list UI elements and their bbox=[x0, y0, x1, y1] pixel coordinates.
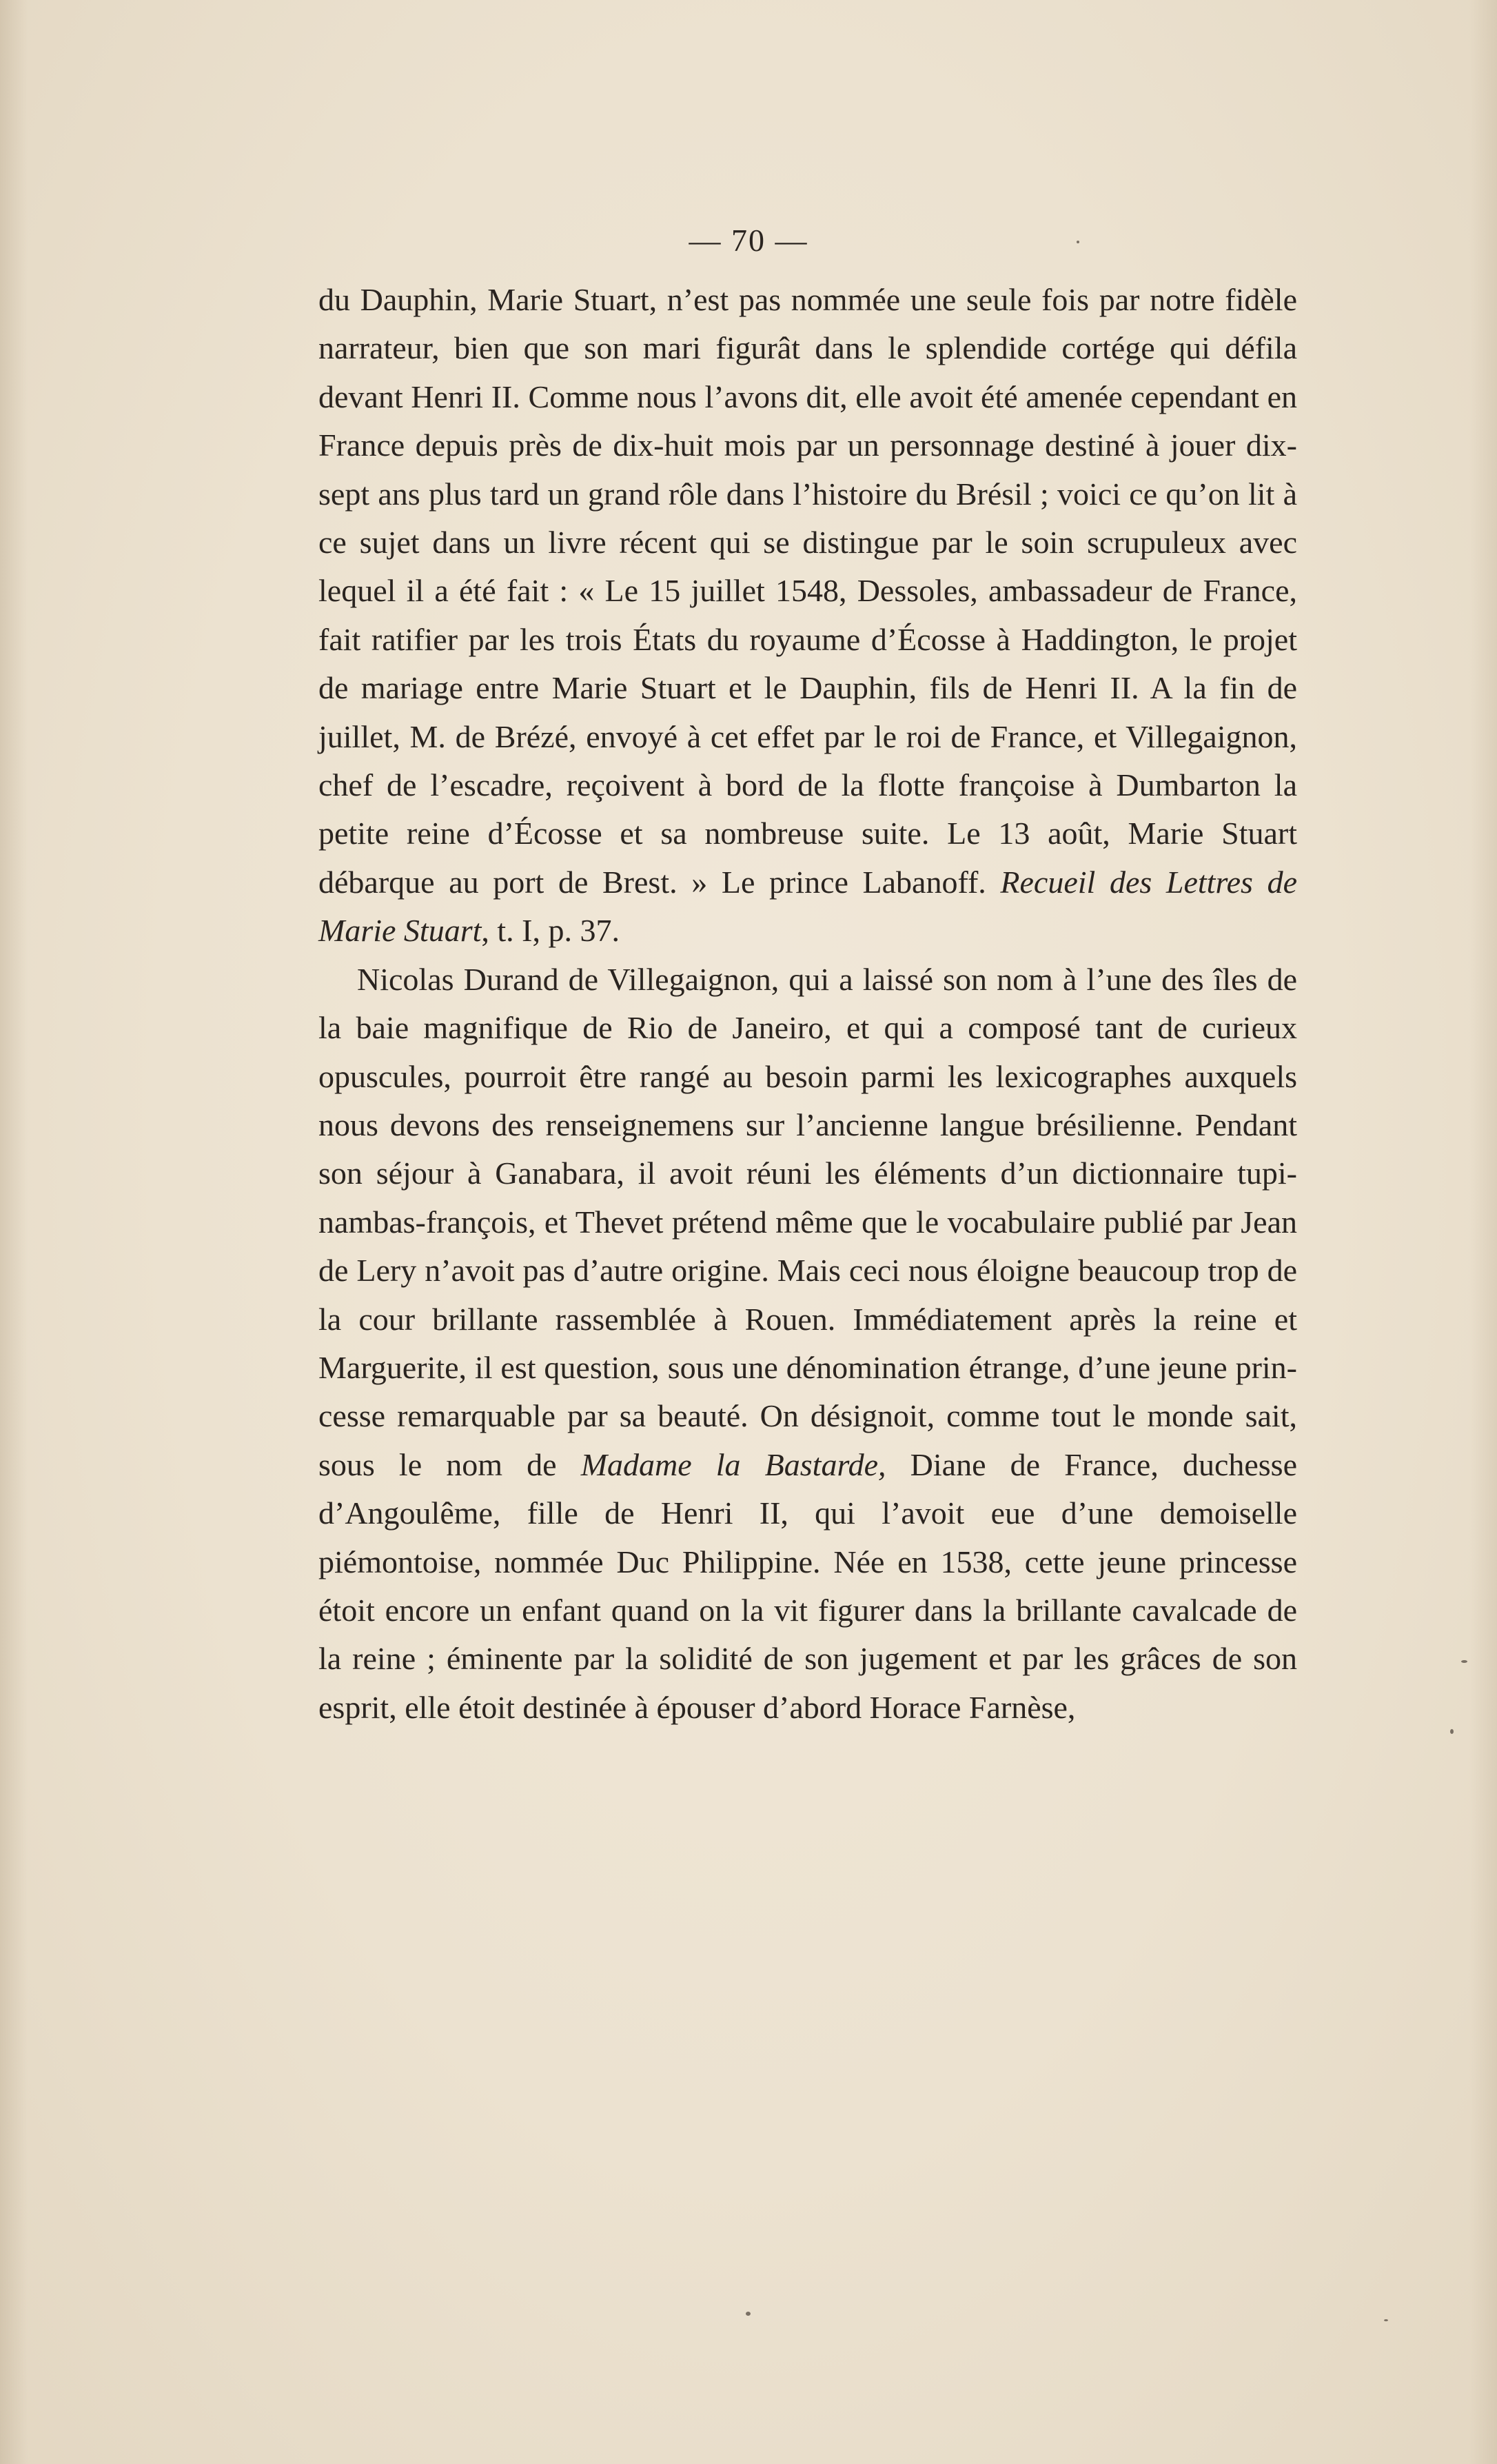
paper-speck bbox=[746, 2312, 751, 2316]
paragraph-1 bbox=[318, 276, 1297, 956]
paper-speck bbox=[1461, 1660, 1467, 1663]
paper-speck bbox=[1450, 1729, 1454, 1734]
paragraph-1-text: du Dauphin, Marie Stuart, n’est pas nommée une seule fois par notre fidèle narrateur, bien que son mari figurât dans le splendide cortége qui défila devant Henri II. Comme nous l’avons dit, elle avoit été amenée cependant en France depuis près de dix-huit mois par un personnage destiné à jouer dix-sept ans plus tard un grand rôle dans l’histoire du Brésil ; voici ce qu’on lit à ce sujet dans un livre récent qui se distingue par le soin scrupuleux avec lequel il a été fait : « Le 15 juillet 1548, Dessoles, ambassadeur de France, fait ratifier par les trois États du royaume d’Écosse à Haddington, le projet de mariage entre Marie Stuart et le Dauphin, fils de Henri II. A la fin de juillet, M. de Brézé, envoyé à cet effet par le roi de France, et Villegaignon, chef de l’escadre, reçoivent à bord de la flotte françoise à Dumbarton la petite reine d’Écosse et sa nombreuse suite. Le 13 août, Marie Stuart débarque au port de Brest. » Le prince Labanoff. bbox=[318, 282, 1297, 900]
paragraph-2 bbox=[318, 956, 1297, 1733]
page-left-shadow bbox=[0, 0, 28, 2464]
page-number: — 70 — bbox=[689, 223, 808, 258]
paragraph-2-text-start: Nicolas Durand de Villegaignon, qui a laissé son nom à l’une des îles de la baie magnifique de Rio de Janeiro, et qui a composé tant de curieux opuscules, pourroit être rangé au besoin parmi les lexicographes auxquels nous devons des renseignemens sur l’ancienne langue brésilienne. Pendant son séjour à Ganabara, il avoit réuni les éléments d’un dictionnaire tupinambas-françois, et Thevet prétend même que le vocabulaire publié par Jean de Lery n’avoit pas d’autre origine. Mais ceci nous éloigne beaucoup trop de la cour brillante rassemblée à Rouen. Immédiatement après la reine et Marguerite, il est question, sous une dénomination étrange, d’une jeune princesse remarquable par sa beauté. On désignoit, comme tout le monde sait, sous le nom de bbox=[318, 961, 1297, 1482]
italic-name: Madame la Bastarde, bbox=[580, 1446, 886, 1482]
paragraph-2-text-end: Diane de France, duchesse d’Angoulême, fille de Henri II, qui l’avoit eue d’une demoiselle piémontoise, nommée Duc Philippine. Née en 1538, cette jeune princesse étoit encore un enfant quand on la vit figurer dans la brillante cavalcade de la reine ; éminente par la solidité de son jugement et par les grâces de son esprit, elle étoit destinée à épouser d’abord Horace Farnèse, bbox=[318, 1446, 1297, 1725]
paper-speck bbox=[1384, 2319, 1388, 2321]
page-right-shadow bbox=[1469, 0, 1497, 2464]
paper-speck bbox=[1077, 241, 1079, 243]
citation-reference: , t. I, p. 37. bbox=[481, 913, 620, 949]
citation-title: Recueil des Lettres de Marie Stuart bbox=[318, 864, 1297, 949]
body-text bbox=[318, 276, 1297, 1732]
